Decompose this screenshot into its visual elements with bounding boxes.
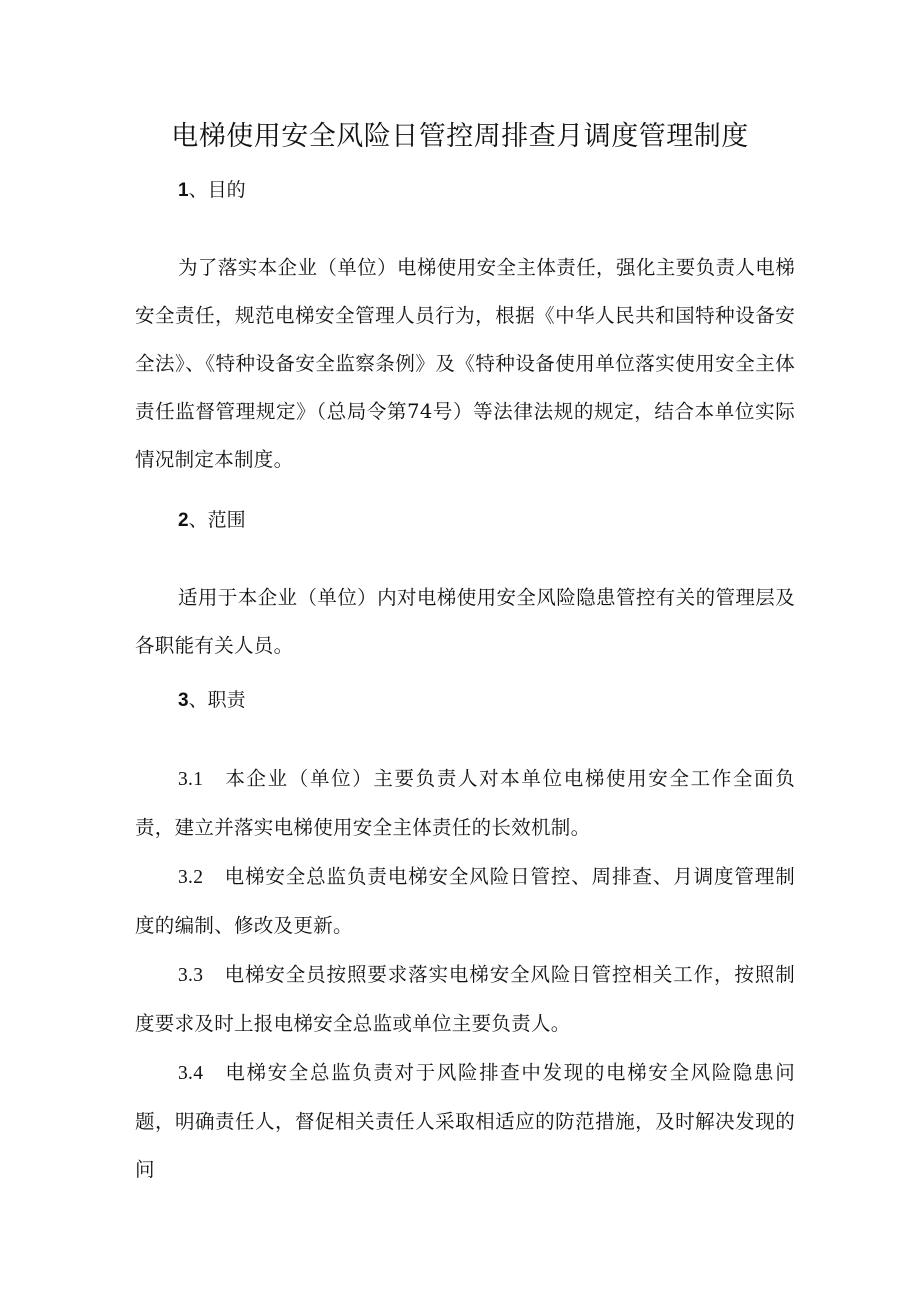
section-heading-text: 、目的 — [188, 179, 246, 201]
duty-item-number: 3.3 — [178, 965, 204, 986]
section-number: 2 — [178, 510, 189, 531]
section-heading-text: 、范围 — [188, 509, 246, 531]
purpose-paragraph: 为了落实本企业（单位）电梯使用安全主体责任，强化主要负责人电梯安全责任，规范电梯安全管理人员行为，根据《中华人民共和国特种设备安全法》、《特种设备安全监察条例》及《特种设备使用单位落实使用安全主体责任监督管理规定》（总局令第74号）等法律法规的规定，结合本单位实际情况制定本制度。 — [135, 256, 795, 471]
section-heading-purpose — [178, 175, 246, 206]
duty-item — [135, 1049, 795, 1194]
duty-item — [135, 853, 795, 950]
section-number: 1 — [178, 180, 189, 201]
duty-item-text: 电梯安全总监负责对于风险排查中发现的电梯安全风险隐患问题，明确责任人，督促相关责任人采取相适应的防范措施，及时解决发现的问 — [135, 1061, 795, 1181]
section-heading-duties — [178, 685, 246, 716]
duty-item-text: 本企业（单位）主要负责人对本单位电梯使用安全工作全面负责，建立并落实电梯使用安全主体责任的长效机制。 — [135, 767, 795, 839]
section-heading-text: 、职责 — [188, 689, 246, 711]
duty-item-text: 电梯安全总监负责电梯安全风险日管控、周排查、月调度管理制度的编制、修改及更新。 — [135, 865, 795, 937]
section-heading-scope — [178, 505, 246, 536]
document-title: 电梯使用安全风险日管控周排查月调度管理制度 — [171, 121, 749, 152]
duty-item — [135, 951, 795, 1048]
duty-item — [135, 755, 795, 852]
scope-paragraph: 适用于本企业（单位）内对电梯使用安全风险隐患管控有关的管理层及各职能有关人员。 — [135, 586, 795, 657]
duty-item-number: 3.1 — [178, 769, 204, 790]
duty-item-number: 3.2 — [178, 867, 204, 888]
duty-item-number: 3.4 — [178, 1063, 204, 1084]
section-number: 3 — [178, 690, 189, 711]
duty-item-text: 电梯安全员按照要求落实电梯安全风险日管控相关工作，按照制度要求及时上报电梯安全总监或单位主要负责人。 — [135, 963, 795, 1035]
